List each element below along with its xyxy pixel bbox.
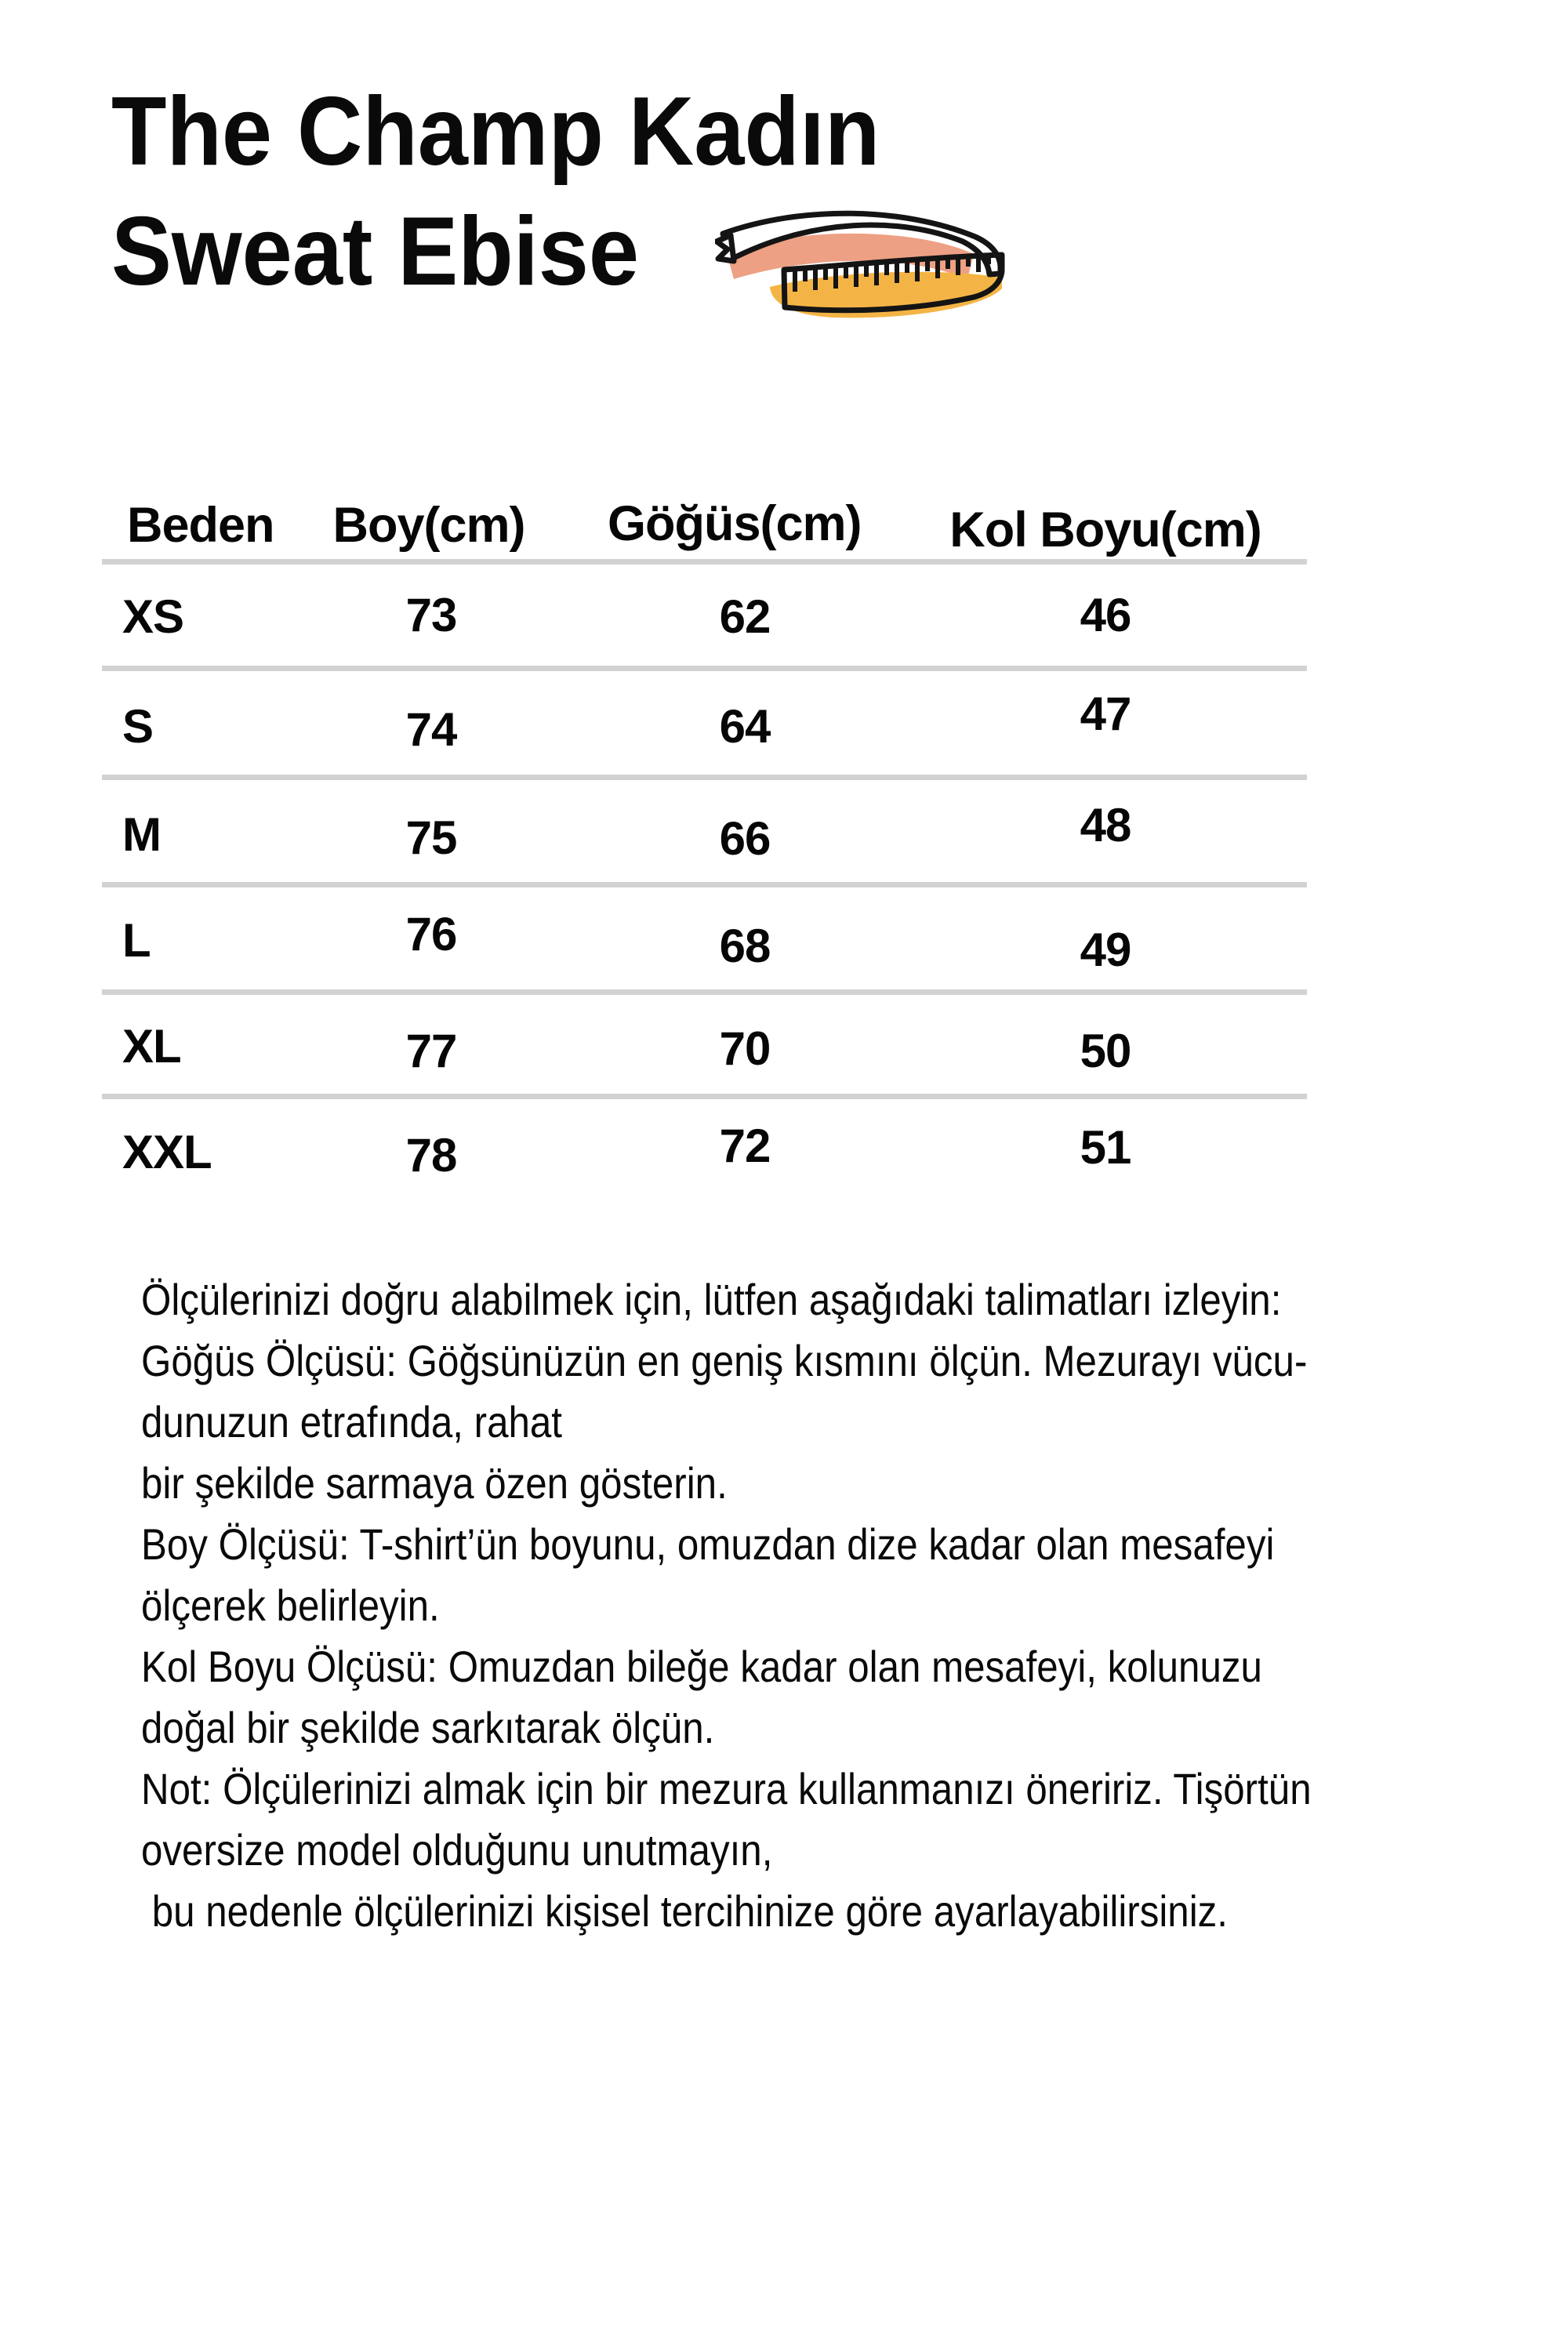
- cell-kol: 46: [1080, 589, 1131, 641]
- instruction-line: bir şekilde sarmaya özen gösterin.: [141, 1458, 728, 1508]
- col-header-gogus: Göğüs(cm): [608, 496, 862, 551]
- instruction-line: Ölçülerinizi doğru alabilmek için, lütfen aşağıdaki talimatları izleyin:: [141, 1275, 1282, 1324]
- row-size-label: M: [122, 808, 161, 861]
- instruction-line: oversize model olduğunu unutmayın,: [141, 1825, 773, 1875]
- cell-kol: 49: [1080, 924, 1131, 976]
- col-header-boy: Boy(cm): [332, 498, 525, 553]
- cell-kol: 47: [1080, 688, 1131, 740]
- cell-kol: 50: [1080, 1025, 1131, 1077]
- row-divider: [102, 989, 1307, 995]
- col-header-beden: Beden: [127, 498, 274, 553]
- cell-kol: 51: [1080, 1121, 1131, 1174]
- cell-boy: 75: [405, 811, 457, 864]
- instruction-line: Boy Ölçüsü: T-shirt’ün boyunu, omuzdan dize kadar olan mesafeyi: [141, 1519, 1275, 1569]
- row-size-label: L: [122, 914, 151, 967]
- instruction-line: doğal bir şekilde sarkıtarak ölçün.: [141, 1703, 715, 1752]
- tape-flag-end: [717, 235, 734, 261]
- row-divider: [102, 775, 1307, 780]
- instruction-line: Göğüs Ölçüsü: Göğsünüzün en geniş kısmını ölçün. Mezurayı vücu-: [141, 1336, 1308, 1385]
- cell-boy: 77: [405, 1025, 457, 1077]
- measuring-tape-icon: [715, 194, 1013, 351]
- row-size-label: XL: [122, 1020, 181, 1073]
- row-size-label: S: [122, 700, 154, 753]
- cell-gogus: 68: [719, 920, 771, 972]
- cell-boy: 74: [405, 703, 457, 756]
- cell-boy: 73: [405, 589, 457, 641]
- instruction-line: bu nedenle ölçülerinizi kişisel tercihinize göre ayarlayabilirsiniz.: [141, 1886, 1228, 1936]
- instruction-line: ölçerek belirleyin.: [141, 1581, 440, 1630]
- row-size-label: XS: [122, 590, 184, 643]
- page-title-line1: The Champ Kadın: [111, 78, 880, 186]
- row-divider: [102, 882, 1307, 887]
- measurement-instructions: [141, 1269, 1471, 1942]
- row-size-label: XXL: [122, 1126, 212, 1178]
- page-title-line2: Sweat Ebise: [111, 198, 640, 306]
- row-divider: [102, 666, 1307, 671]
- cell-kol: 48: [1080, 799, 1131, 851]
- instruction-line: dunuzun etrafında, rahat: [141, 1397, 563, 1446]
- col-header-kol: Kol Boyu(cm): [949, 503, 1261, 557]
- instruction-line: Kol Boyu Ölçüsü: Omuzdan bileğe kadar olan mesafeyi, kolunuzu: [141, 1642, 1262, 1691]
- cell-gogus: 72: [719, 1120, 771, 1172]
- instruction-line: Not: Ölçülerinizi almak için bir mezura kullanmanızı öneririz. Tişörtün: [141, 1764, 1312, 1813]
- cell-gogus: 66: [719, 812, 771, 865]
- cell-boy: 78: [405, 1129, 457, 1181]
- cell-gogus: 62: [719, 590, 771, 643]
- cell-gogus: 64: [719, 700, 771, 753]
- cell-boy: 76: [405, 908, 457, 960]
- cell-gogus: 70: [719, 1022, 771, 1075]
- row-divider: [102, 1094, 1307, 1099]
- header-divider: [102, 559, 1307, 564]
